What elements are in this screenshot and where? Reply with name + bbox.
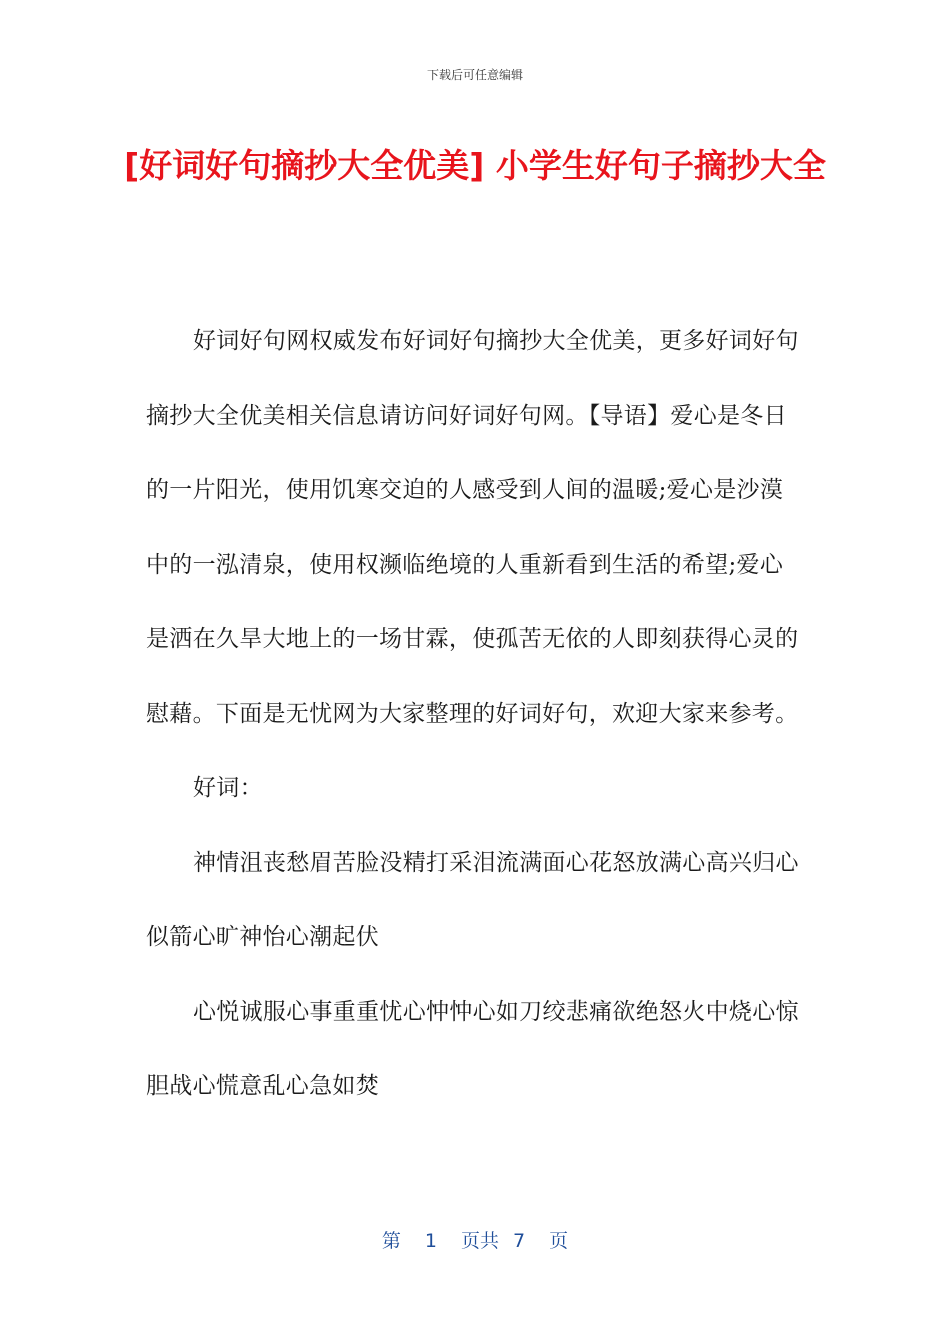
paragraph-word-list-2: 心悦诚服心事重重忧心忡忡心如刀绞悲痛欲绝怒火中烧心惊胆战心慌意乱心急如焚 [146, 998, 799, 1099]
footer-total-pages: 7 [513, 1230, 526, 1252]
footer-suffix: 页 [549, 1230, 569, 1252]
footer-prefix: 第 [381, 1230, 401, 1252]
document-title: [好词好句摘抄大全优美] 小学生好句子摘抄大全 [124, 146, 826, 185]
paragraph-intro: 好词好句网权威发布好词好句摘抄大全优美，更多好词好句摘抄大全优美相关信息请访问好词好句网。【导语】爱心是冬日的一片阳光，使用饥寒交迫的人感受到人间的温暖;爱心是沙漠中的一泓清泉，使用权濒临绝境的人重新看到生活的希望;爱心是洒在久旱大地上的一场甘霖，使孤苦无依的人即刻获得心灵的慰藉。下面是无忧网为大家整理的好词好句，欢迎大家来参考。 [146, 328, 799, 727]
footer-page-number: 1 [424, 1230, 437, 1252]
paragraph-word-list-1: 神情沮丧愁眉苦脸没精打采泪流满面心花怒放满心高兴归心似箭心旷神怡心潮起伏 [146, 849, 799, 950]
page-footer [0, 1226, 950, 1253]
document-body [146, 304, 806, 1124]
header-note: 下载后可任意编辑 [426, 68, 523, 82]
paragraph-heading-good-words: 好词： [193, 775, 263, 801]
footer-middle: 页共 [460, 1230, 499, 1252]
